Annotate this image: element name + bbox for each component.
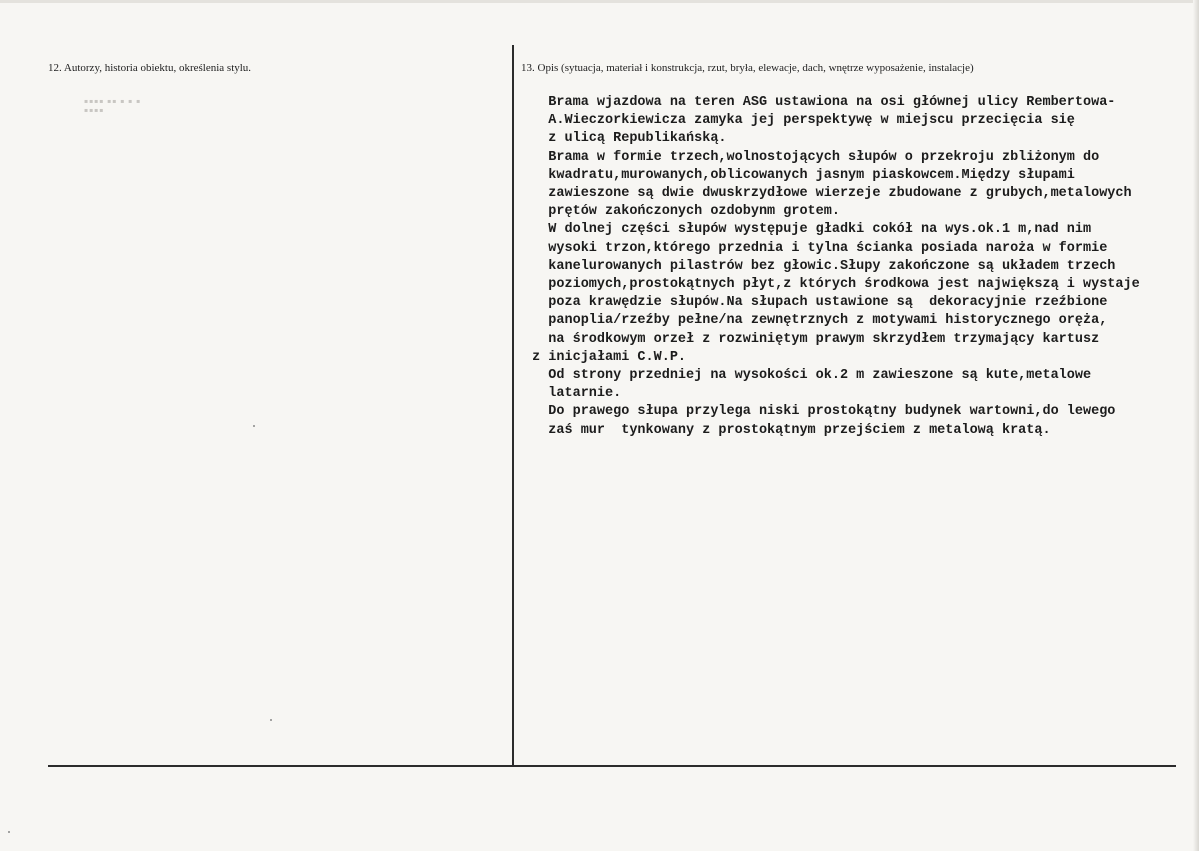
typed-line: A.Wieczorkiewicza zamyka jej perspektywę w miejscu przecięcia się [524, 113, 1075, 129]
typed-line: W dolnej części słupów występuje gładki cokół na wys.ok.1 m,nad nim [524, 222, 1092, 238]
paper-right-edge [1193, 0, 1199, 851]
typed-line: panoplia/rzeźby pełne/na zewnętrznych z motywami historycznego oręża, [524, 313, 1108, 329]
typed-line: Brama w formie trzech,wolnostojących słupów o przekroju zbliżonym do [524, 149, 1100, 165]
typed-line: na środkowym orzeł z rozwiniętym prawym skrzydłem trzymający kartusz [524, 331, 1100, 347]
typed-line: wysoki trzon,którego przednia i tylna ścianka posiada naroża w formie [524, 240, 1108, 256]
faint-stamp-mark: ▪▪▪▪ ▪▪ ▪ ▪ ▪ ▪▪▪▪ [84, 98, 142, 114]
typed-line: zawieszone są dwie dwuskrzydłowe wierzeje zbudowane z grubych,metalowych [524, 186, 1132, 202]
typed-line: zaś mur tynkowany z prostokątnym przejściem z metalową kratą. [524, 422, 1051, 438]
bottom-rule [48, 765, 1176, 767]
section-12-label: 12. Autorzy, historia obiektu, określenia stylu. [48, 62, 252, 74]
typed-line: poziomych,prostokątnych płyt,z których środkowa jest największą i wystaje [524, 277, 1140, 293]
typed-line: Od strony przedniej na wysokości ok.2 m zawieszone są kute,metalowe [524, 368, 1092, 384]
typed-line: Do prawego słupa przylega niski prostokątny budynek wartowni,do lewego [524, 404, 1116, 420]
typed-line: poza krawędzie słupów.Na słupach ustawione są dekoracyjnie rzeźbione [524, 295, 1108, 311]
paper-top-edge [0, 0, 1199, 3]
paper-speck [270, 719, 272, 721]
typed-line: z inicjałami C.W.P. [524, 349, 687, 365]
section-13-label: 13. Opis (sytuacja, materiał i konstrukcja, rzut, bryła, elewacje, dach, wnętrze wyposażenie, instalacje) [521, 62, 974, 74]
typed-line: prętów zakończonych ozdobynm grotem. [524, 204, 840, 220]
section-13-typed-text [524, 94, 1184, 440]
column-divider [512, 45, 514, 765]
typed-line: latarnie. [524, 386, 622, 402]
typed-line: z ulicą Republikańską. [524, 131, 727, 147]
typed-line: Brama wjazdowa na teren ASG ustawiona na osi głównej ulicy Rembertowa- [524, 95, 1116, 110]
typed-line: kwadratu,murowanych,oblicowanych jasnym piaskowcem.Między słupami [524, 167, 1075, 183]
paper-speck [253, 425, 255, 427]
paper-speck [8, 831, 10, 833]
typed-line: kanelurowanych pilastrów bez głowic.Słupy zakończone są układem trzech [524, 258, 1116, 274]
